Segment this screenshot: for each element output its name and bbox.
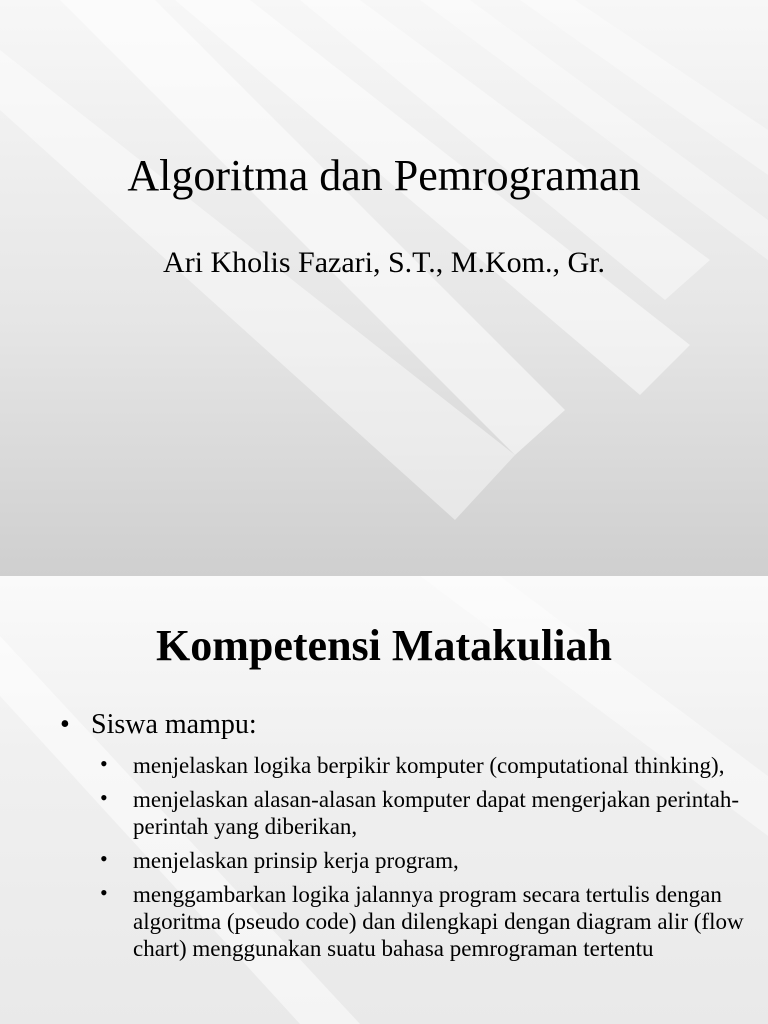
slide-heading: Kompetensi Matakuliah xyxy=(156,621,612,670)
bullet-icon: • xyxy=(100,846,108,871)
list-item-level1 xyxy=(60,708,750,962)
bullet-icon: • xyxy=(100,751,108,776)
sub-list-item xyxy=(100,847,750,874)
list-item-level1-text: Siswa mampu: xyxy=(91,709,257,740)
bullet-icon: • xyxy=(100,880,108,905)
sub-list-item-text: menjelaskan logika berpikir komputer (computational thinking), xyxy=(133,753,725,778)
bullet-icon: • xyxy=(60,709,70,740)
sub-list-item xyxy=(100,752,750,779)
sub-list-item xyxy=(100,881,750,962)
sub-list-item-text: menjelaskan prinsip kerja program, xyxy=(133,848,459,873)
slide-subtitle-author: Ari Kholis Fazari, S.T., M.Kom., Gr. xyxy=(163,246,605,279)
sub-list-item xyxy=(100,786,750,840)
sub-list-item-text: menggambarkan logika jalannya program secara tertulis dengan algoritma (pseudo code) dan dilengkapi dengan diagram alir (flow chart) menggunakan suatu bahasa pemrograman tertentu xyxy=(133,882,744,961)
sub-list xyxy=(91,752,750,962)
sub-list-item-text: menjelaskan alasan-alasan komputer dapat mengerjakan perintah-perintah yang diberikan, xyxy=(133,787,740,839)
bullet-icon: • xyxy=(100,785,108,810)
competency-list xyxy=(60,708,750,969)
slide-title: Algoritma dan Pemrograman xyxy=(127,151,641,200)
